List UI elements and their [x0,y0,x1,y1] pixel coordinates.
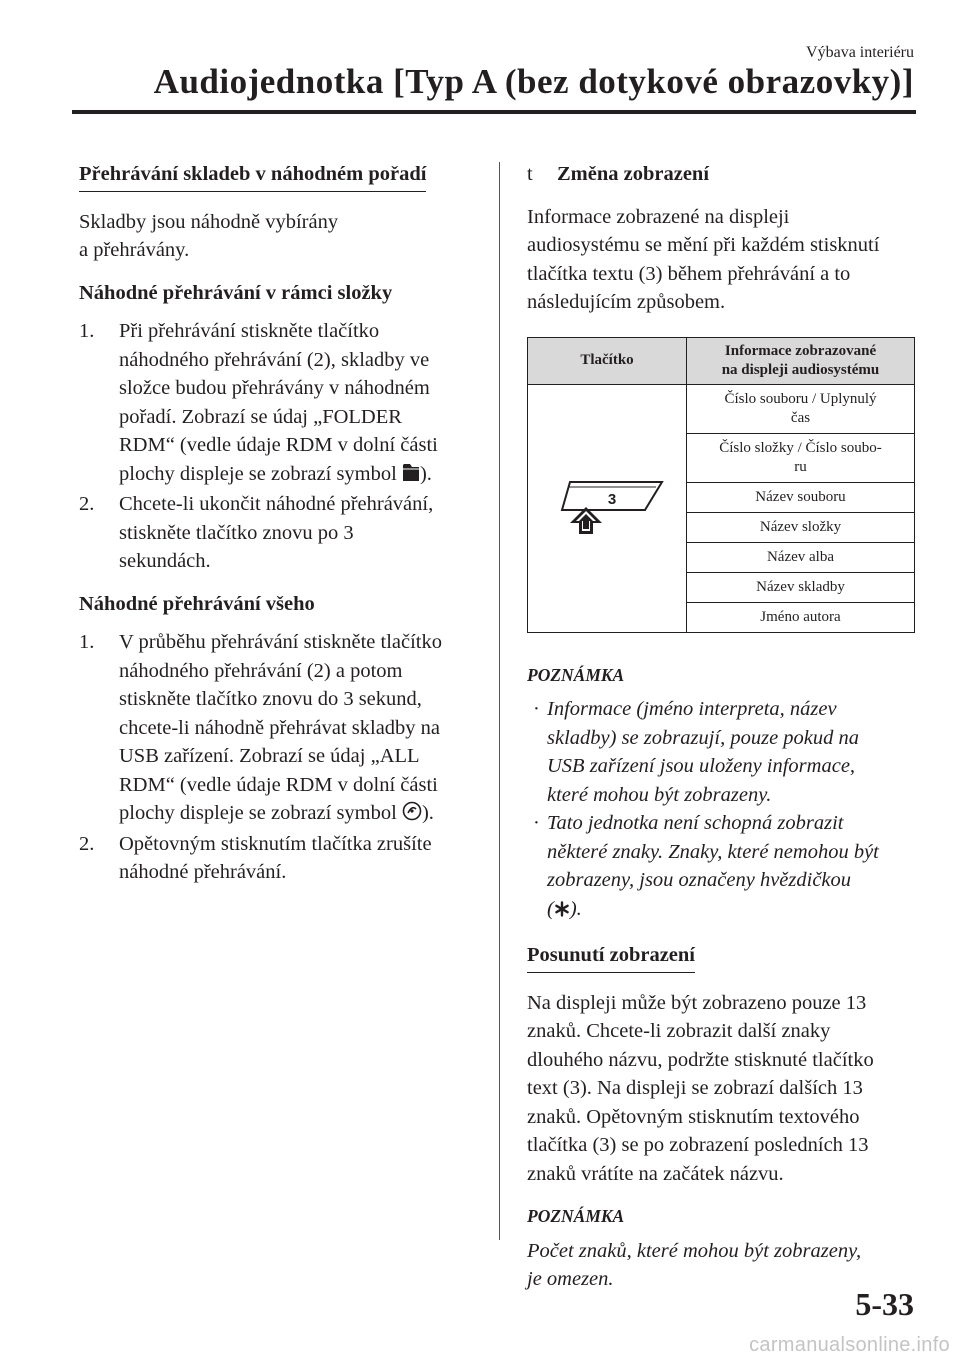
text-line: Opětovným stisknutím tlačítka zrušíte [119,832,432,855]
text-line: USB zařízení jsou uloženy informace, [547,755,856,777]
text-line: Číslo souboru / Uplynulý [724,390,877,407]
step-number: 2. [79,832,95,855]
text-line: složce budou přehrávány v náhodném [119,377,430,399]
table-cell: Jméno autora [687,602,915,632]
text-line: Informace zobrazované [724,342,877,359]
table-header-row [528,337,915,384]
folder-shuffle-heading: Náhodné přehrávání v rámci složky [79,281,393,304]
list-item: · Tato jednotka není schopná zobrazit některé znaky. Znaky, které nemohou být zobrazeny, jsou označeny hvězdičkou ( ). [527,809,917,925]
table-cell: Název skladby [687,572,915,602]
text-line: znaků. Chcete-li zobrazit další znaky [527,1020,831,1042]
disc-icon [402,801,422,830]
note-bullets [527,695,917,925]
button-number-label: 3 [607,491,617,508]
header-rule [72,110,916,114]
table-cell [687,433,915,482]
text-line: sekundách. [119,550,211,572]
step-number: 1. [79,320,95,342]
table-cell: Název složky [687,512,915,542]
table-cell: Název souboru [687,482,915,512]
shuffle-subheading: Přehrávání skladeb v náhodném pořadí [79,160,426,192]
text-line: které mohou být zobrazeny. [547,783,772,806]
display-change-intro [527,203,917,317]
text-line: náhodného přehrávání (2) a potom [119,659,403,682]
header-section-label: Výbava interiéru [806,44,914,61]
text-line: náhodné přehrávání. [119,861,287,883]
text-line: V průběhu přehrávání stiskněte tlačítko [119,631,442,653]
column-header-info [687,337,915,384]
asterisk-icon [554,897,570,926]
text-line: tlačítka textu (3) během přehrávání a to [527,262,851,285]
list-item [79,490,471,576]
text-line: ru [794,458,807,475]
note-heading: POZNÁMKA [527,1206,625,1226]
section-title: Změna zobrazení [557,163,710,185]
note-text [527,1237,917,1294]
text-button-illustration [532,460,682,550]
text-line: pořadí. Zobrazí se údaj „FOLDER [119,405,402,428]
text-line: skladby) se zobrazují, pouze pokud na [547,726,860,749]
text-line: následujícím způsobem. [527,291,726,313]
column-header-button: Tlačítko [528,337,687,384]
table-row [528,384,915,433]
text-line: ( [547,897,554,920]
text-line: a přehrávány. [79,239,190,261]
display-info-table [527,337,915,633]
text-line: text (3). Na displeji se zobrazí dalších 13 [527,1077,863,1099]
text-line: Informace (jméno interpreta, název [547,698,837,720]
note-heading: POZNÁMKA [527,664,625,685]
step-number: 1. [79,631,95,653]
table-cell: Název alba [687,542,915,572]
list-item [79,628,471,830]
right-column [527,160,917,1294]
scroll-text [527,989,917,1189]
text-line: Skladby jsou náhodně vybírány [79,210,339,233]
text-line: USB zařízení. Zobrazí se údaj „ALL [119,745,420,767]
text-line: na displeji audiosystému [721,361,880,378]
table-cell [687,384,915,433]
text-line: stiskněte tlačítko znovu po 3 [119,521,354,544]
text-line: ). [569,897,582,920]
text-line: znaků vrátíte na začátek názvu. [527,1162,784,1185]
text-line: některé znaky. Znaky, které nemohou být [547,840,879,863]
text-line: RDM“ (vedle údaje RDM v dolní části [119,773,438,796]
text-line: plochy displeje se zobrazí symbol [119,802,397,824]
text-line: dlouhého názvu, podržte stisknuté tlačítko [527,1048,874,1071]
text-line: zobrazeny, jsou označeny hvězdičkou [547,869,852,891]
button-illustration-cell [528,384,687,632]
text-line: Informace zobrazené na displeji [527,205,790,228]
all-shuffle-heading: Náhodné přehrávání všeho [79,592,315,615]
text-line: Na displeji může být zobrazeno pouze 13 [527,991,867,1014]
text-line: náhodného přehrávání (2), skladby ve [119,348,430,371]
list-item [79,830,471,887]
text-line: znaků. Opětovným stisknutím textového [527,1105,860,1128]
text-line: Číslo složky / Číslo soubo- [719,439,882,456]
text-line: tlačítka (3) se po zobrazení posledních 13 [527,1134,869,1156]
text-line: čas [790,409,811,426]
all-shuffle-steps [79,628,471,887]
text-line: Chcete-li ukončit náhodné přehrávání, [119,493,434,515]
column-divider [499,162,500,1240]
folder-shuffle-steps [79,317,471,576]
text-line: chcete-li náhodně přehrávat skladby na [119,716,441,739]
text-line: ). [419,462,432,485]
folder-icon [402,462,420,491]
list-item [79,317,471,490]
page-title: Audiojednotka [Typ A (bez dotykové obrazovky)] [153,62,914,101]
display-change-heading [527,160,917,189]
list-item: · Informace (jméno interpreta, název skladby) se zobrazují, pouze pokud na USB zařízení jsou uloženy informace, které mohou být zobrazeny. [533,698,860,806]
section-marker: t [527,163,533,185]
page-number: 5-33 [855,1286,914,1322]
text-line: je omezen. [527,1268,614,1290]
shuffle-intro [79,208,471,265]
text-line: plochy displeje se zobrazí symbol [119,462,397,485]
text-line: RDM“ (vedle údaje RDM v dolní části [119,434,438,456]
text-line: Počet znaků, které mohou být zobrazeny, [527,1239,862,1262]
text-line: audiosystému se mění při každém stisknutí [527,234,880,256]
step-number: 2. [79,493,95,515]
text-line: Při přehrávání stiskněte tlačítko [119,320,380,342]
press-arrow-icon [570,507,602,534]
footer-watermark-url: carmanualsonline.info [749,1334,950,1356]
text-line: ). [421,802,434,824]
text-line: stiskněte tlačítko znovu do 3 sekund, [119,688,422,710]
scroll-subheading: Posunutí zobrazení [527,941,695,973]
text-line: Tato jednotka není schopná zobrazit [547,812,844,834]
left-column [79,160,471,901]
